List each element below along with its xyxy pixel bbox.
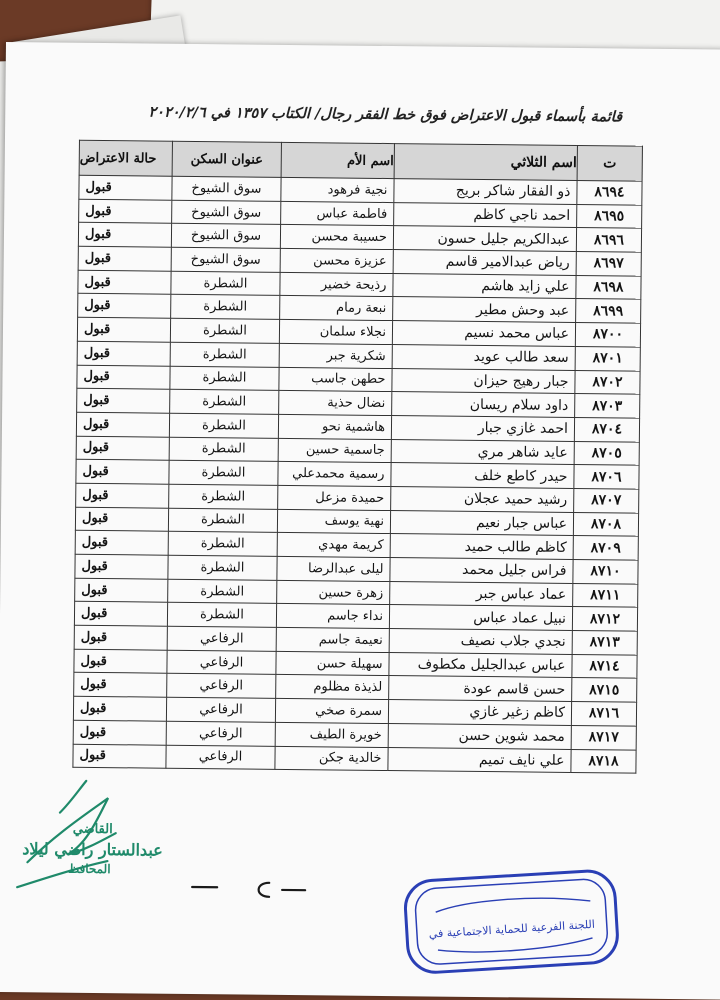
row-status: قبول	[77, 341, 170, 366]
row-name: داود سلام ريسان	[392, 392, 575, 418]
row-name: كاظم زغير غازي	[388, 700, 571, 726]
row-id: ٨٧٠٦	[574, 465, 639, 489]
row-address: سوق الشيوخ	[171, 247, 280, 272]
row-mother: عزيزة محسن	[280, 248, 393, 273]
row-status: قبول	[74, 625, 167, 650]
row-id: ٨٧١٨	[571, 749, 636, 773]
row-mother: نبعة رمام	[280, 296, 393, 321]
row-name: نجدي جلاب نصيف	[389, 629, 572, 655]
row-address: الشطرة	[170, 342, 279, 367]
dash-marks	[192, 882, 305, 897]
row-id: ٨٧٠٢	[575, 370, 640, 394]
signature-area	[0, 42, 720, 1000]
row-status: قبول	[79, 199, 172, 224]
row-mother: نضال حذية	[279, 391, 392, 416]
row-address: الشطرة	[168, 579, 277, 604]
row-id: ٨٦٩٧	[576, 252, 641, 276]
official-stamp	[404, 870, 619, 974]
row-id: ٨٦٩٨	[576, 275, 641, 299]
row-mother: رسمية محمدعلي	[278, 462, 391, 487]
row-mother: فاطمة عباس	[281, 201, 394, 226]
row-address: الرفاعي	[166, 721, 275, 746]
row-status: قبول	[75, 507, 168, 532]
header-status: حالة الاعتراض	[79, 140, 172, 176]
row-mother: كريمة مهدي	[277, 533, 390, 558]
row-mother: زهرة حسين	[277, 580, 390, 605]
row-id: ٨٧٠٣	[575, 394, 640, 418]
row-status: قبول	[76, 436, 169, 461]
row-mother: نداء جاسم	[276, 604, 389, 629]
svg-text:القاضي: القاضي	[72, 821, 113, 838]
row-id: ٨٧٠٧	[574, 488, 639, 512]
row-address: الشطرة	[167, 603, 276, 628]
row-mother: حسيبة محسن	[280, 225, 393, 250]
row-id: ٨٧٠٠	[575, 323, 640, 347]
row-id: ٨٧١٤	[572, 654, 637, 678]
row-status: قبول	[76, 460, 169, 485]
row-status: قبول	[74, 649, 167, 674]
row-name: عباس عبدالجليل مكطوف	[389, 652, 572, 678]
row-mother: جاسمية حسين	[278, 438, 391, 463]
row-id: ٨٧٠٥	[574, 441, 639, 465]
row-name: ذو الفقار شاكر بريج	[394, 179, 577, 205]
row-status: قبول	[78, 246, 171, 271]
row-address: الرفاعي	[167, 674, 276, 699]
row-name: رياض عبدالامير قاسم	[393, 250, 576, 276]
row-id: ٨٧١٠	[573, 559, 638, 583]
row-name: عايد شاهر مري	[391, 439, 574, 465]
row-id: ٨٦٩٦	[576, 228, 641, 252]
row-id: ٨٦٩٤	[577, 180, 642, 204]
row-address: الشطرة	[169, 484, 278, 509]
row-mother: شكرية جبر	[279, 343, 392, 368]
row-address: الشطرة	[169, 413, 278, 438]
row-id: ٨٧١٥	[572, 678, 637, 702]
row-status: قبول	[75, 531, 168, 556]
row-address: الشطرة	[169, 437, 278, 462]
row-address: سوق الشيوخ	[171, 224, 280, 249]
row-status: قبول	[79, 175, 172, 200]
row-mother: حميدة مزعل	[278, 485, 391, 510]
row-mother: رذيحة خضير	[280, 272, 393, 297]
row-mother: سهيلة حسن	[276, 651, 389, 676]
row-id: ٨٦٩٥	[577, 204, 642, 228]
row-id: ٨٧١٢	[572, 607, 637, 631]
row-address: الشطرة	[168, 555, 277, 580]
row-address: الرفاعي	[167, 626, 276, 651]
row-mother: نجية فرهود	[281, 177, 394, 202]
row-address: الشطرة	[169, 460, 278, 485]
row-status: قبول	[78, 270, 171, 295]
row-address: الشطرة	[168, 532, 277, 557]
row-status: قبول	[76, 483, 169, 508]
row-address: الرفاعي	[167, 650, 276, 675]
svg-text:عبدالستار راضي ليلاد: عبدالستار راضي ليلاد	[22, 839, 163, 860]
row-status: قبول	[74, 673, 167, 698]
row-status: قبول	[78, 223, 171, 248]
row-mother: ليلى عبدالرضا	[277, 556, 390, 581]
row-status: قبول	[73, 720, 166, 745]
svg-text:المحافظ: المحافظ	[68, 861, 111, 877]
row-address: الرفاعي	[166, 697, 275, 722]
row-mother: لذيذة مظلوم	[276, 675, 389, 700]
row-status: قبول	[73, 696, 166, 721]
row-status: قبول	[77, 365, 170, 390]
header-name: اسم الثلاثي	[394, 144, 577, 181]
row-status: قبول	[76, 412, 169, 437]
row-status: قبول	[74, 602, 167, 627]
row-address: الرفاعي	[166, 745, 275, 770]
row-name: حيدر كاطع خلف	[391, 463, 574, 489]
row-status: قبول	[78, 294, 171, 319]
row-id: ٨٧١٧	[571, 725, 636, 749]
row-name: جبار رهيج حيزان	[392, 368, 575, 394]
row-id: ٨٦٩٩	[576, 299, 641, 323]
row-address: سوق الشيوخ	[172, 200, 281, 225]
row-name: حسن قاسم عودة	[389, 676, 572, 702]
row-name: محمد شوين حسن	[388, 723, 571, 749]
row-name: سعد طالب عويد	[392, 344, 575, 370]
row-status: قبول	[75, 578, 168, 603]
row-name: عبدالكريم جليل حسون	[393, 226, 576, 252]
row-name: احمد غازي جبار	[391, 415, 574, 441]
row-status: قبول	[73, 744, 166, 769]
row-id: ٨٧٠٨	[573, 512, 638, 536]
header-id: ت	[577, 145, 642, 181]
row-id: ٨٧١٦	[571, 702, 636, 726]
signature-text	[22, 821, 163, 876]
row-id: ٨٧١٣	[572, 631, 637, 655]
row-address: الشطرة	[170, 318, 279, 343]
row-address: الشطرة	[168, 508, 277, 533]
row-mother: خويرة الطيف	[275, 722, 388, 747]
row-name: علي زايد هاشم	[393, 273, 576, 299]
row-name: كاظم طالب حميد	[390, 534, 573, 560]
row-address: الشطرة	[171, 295, 280, 320]
row-mother: نهية يوسف	[277, 509, 390, 534]
row-name: علي نايف تميم	[388, 747, 571, 773]
row-name: عباس محمد نسيم	[392, 321, 575, 347]
header-address: عنوان السكن	[172, 141, 281, 177]
header-mother: اسم الأم	[281, 142, 394, 178]
row-name: احمد ناجي كاظم	[394, 202, 577, 228]
row-mother: هاشمية نحو	[278, 414, 391, 439]
row-status: قبول	[75, 554, 168, 579]
row-name: عباس جبار نعيم	[390, 510, 573, 536]
row-mother: خالدية جكن	[275, 746, 388, 771]
row-address: الشطرة	[171, 271, 280, 296]
row-mother: نعيمة جاسم	[276, 627, 389, 652]
row-mother: سمرة صخي	[275, 698, 388, 723]
row-id: ٨٧٠٤	[574, 417, 639, 441]
row-address: سوق الشيوخ	[172, 176, 281, 201]
row-status: قبول	[77, 388, 170, 413]
row-name: رشيد حميد عجلان	[391, 486, 574, 512]
row-id: ٨٧١١	[573, 583, 638, 607]
row-status: قبول	[77, 317, 170, 342]
row-id: ٨٧٠١	[575, 346, 640, 370]
row-name: فراس جليل محمد	[390, 558, 573, 584]
row-name: عماد عباس جبر	[390, 581, 573, 607]
row-id: ٨٧٠٩	[573, 536, 638, 560]
row-name: عبد وحش مطير	[393, 297, 576, 323]
row-address: الشطرة	[170, 366, 279, 391]
svg-text:اللجنة الفرعية للحماية الاجتما: اللجنة الفرعية للحماية الاجتماعية في	[428, 917, 596, 941]
row-mother: نجلاء سلمان	[279, 320, 392, 345]
document-page	[0, 42, 720, 1000]
row-name: نبيل عماد عباس	[389, 605, 572, 631]
document-title: قائمة بأسماء قبول الاعتراض فوق خط الفقر رجال/ الكتاب ١٣٥٧ في ٢٠٢٠/٢/٦	[148, 103, 623, 126]
row-mother: حطهن جاسب	[279, 367, 392, 392]
row-address: الشطرة	[170, 389, 279, 414]
